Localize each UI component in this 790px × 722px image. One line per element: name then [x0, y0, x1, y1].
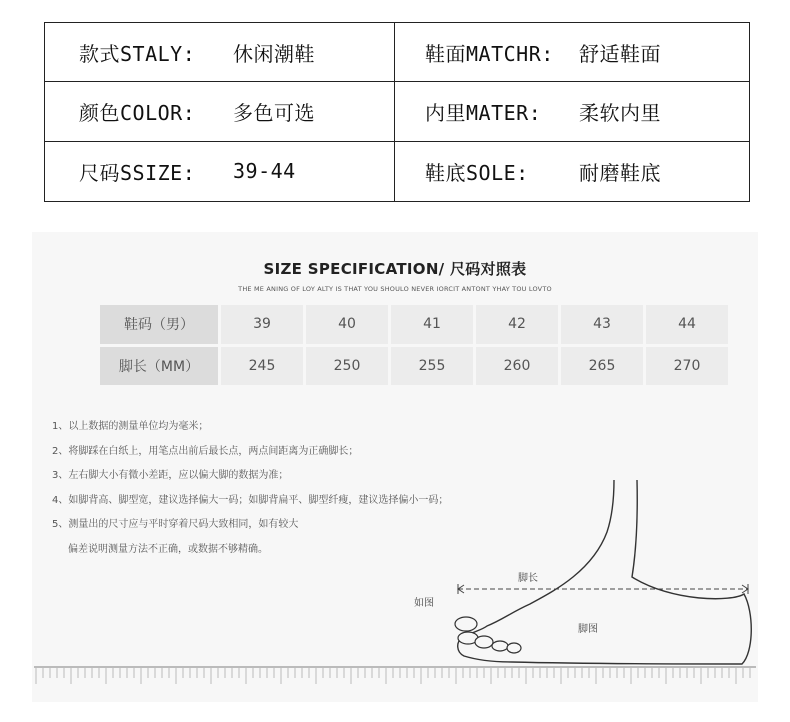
toe-icon: [492, 641, 508, 651]
spec-label-lining: 内里MATER:: [425, 100, 542, 125]
foot-measurement-diagram: [32, 232, 758, 702]
toe-icon: [455, 617, 477, 631]
spec-cell-upper: [395, 23, 749, 82]
size-cell: 40: [306, 305, 388, 344]
size-chart-subtitle: THE ME ANING OF LOY ALTY IS THAT YOU SHOULO NEVER IORCIT ANTONT YHAY TOU LOVTO: [238, 285, 552, 293]
row-header-shoe-size: 鞋码（男）: [100, 305, 218, 344]
toe-icon: [475, 636, 493, 648]
note-item: 5、测量出的尺寸应与平时穿着尺码大致相同，如有较大: [52, 519, 299, 530]
spec-value-sole: 耐磨鞋底: [579, 160, 661, 185]
foot-length-cell: 265: [561, 347, 643, 386]
spec-value-upper: 舒适鞋面: [579, 41, 661, 66]
spec-cell-style: [45, 23, 395, 82]
spec-cell-lining: [395, 82, 749, 141]
note-item: 1、以上数据的测量单位均为毫米；: [52, 421, 209, 432]
spec-label-size: 尺码SSIZE:: [79, 160, 196, 185]
size-cell: 39: [221, 305, 303, 344]
note-item: 3、左右脚大小有微小差距，应以偏大脚的数据为准；: [52, 470, 289, 481]
size-cell: 43: [561, 305, 643, 344]
spec-value-style: 休闲潮鞋: [233, 41, 315, 66]
foot-length-cell: 245: [221, 347, 303, 386]
size-cell: 42: [476, 305, 558, 344]
foot-length-cell: 270: [646, 347, 728, 386]
foot-length-cell: 260: [476, 347, 558, 386]
spec-label-style: 款式STALY:: [79, 41, 196, 66]
spec-cell-sole: [395, 142, 749, 201]
as-shown-label: 如图: [414, 598, 434, 609]
size-specification-panel: [32, 232, 758, 702]
row-header-foot-length: 脚长（MM）: [100, 347, 218, 386]
foot-outline-icon: [458, 480, 752, 664]
foot-length-cell: 250: [306, 347, 388, 386]
size-chart-title: SIZE SPECIFICATION/ 尺码对照表: [263, 260, 527, 278]
spec-value-color: 多色可选: [233, 100, 315, 125]
spec-label-upper: 鞋面MATCHR:: [425, 41, 554, 66]
note-item: 偏差说明测量方法不正确，或数据不够精确。: [68, 543, 268, 555]
note-item: 2、将脚踩在白纸上，用笔点出前后最长点，两点间距离为正确脚长；: [52, 445, 359, 457]
size-cell: 44: [646, 305, 728, 344]
foot-length-label: 脚长: [518, 573, 538, 584]
product-spec-table: [44, 22, 750, 202]
foot-diagram-label: 脚图: [578, 624, 598, 635]
spec-cell-size: [45, 142, 395, 201]
spec-label-color: 颜色COLOR:: [79, 100, 196, 125]
spec-value-size: 39-44: [233, 159, 296, 184]
foot-length-cell: 255: [391, 347, 473, 386]
spec-value-lining: 柔软内里: [579, 100, 661, 125]
spec-cell-color: [45, 82, 395, 141]
note-item: 4、如脚背高、脚型宽，建议选择偏大一码；如脚背扁平、脚型纤瘦，建议选择偏小一码；: [52, 494, 449, 506]
spec-label-sole: 鞋底SOLE:: [425, 160, 529, 185]
toe-icon: [507, 643, 521, 653]
size-cell: 41: [391, 305, 473, 344]
